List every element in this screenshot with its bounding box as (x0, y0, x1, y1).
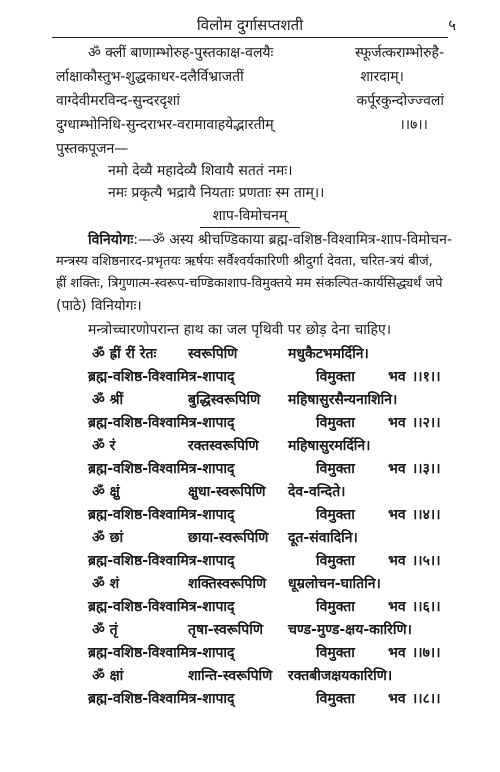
refrain-bhava: भव (388, 369, 406, 385)
mantra-rupa: स्वरूपिणि (188, 346, 238, 362)
mantra-bija: ॐ रं (92, 438, 116, 454)
refrain-prefix: ब्रह्म-वशिष्ठ-विश्वामित्र-शापाद् (88, 553, 235, 569)
mantra-rupa: तृषा-स्वरूपिणि (188, 622, 263, 638)
stotra-line-1-right: स्फूर्जत्कराम्भोरुहै- (354, 45, 444, 61)
refrain-mukta: विमुक्ता (316, 645, 355, 661)
stotra-line-3-left: वाग्देवीमरविन्द-सुन्दरदृशां (56, 93, 181, 109)
stotra-line-3 (56, 91, 444, 111)
refrain-mukta: विमुक्ता (316, 599, 355, 615)
refrain-mukta: विमुक्ता (316, 553, 355, 569)
stotra-line-1 (88, 43, 444, 63)
mantra-epithet: रक्तबीजक्षयकारिणि। (288, 668, 393, 684)
refrain-bhava: भव (388, 461, 406, 477)
viniyoga-text-1: :—ॐ अस्य श्रीचण्डिकाया ब्रह्म-वशिष्ठ-विश्वामित्र-शाप-विमोचन- (133, 232, 452, 248)
header-rule (52, 37, 448, 38)
mantra-rupa: शक्तिस्वरूपिणि (188, 576, 267, 592)
stotra-line-4 (56, 115, 428, 135)
mantra-bija: ॐ क्षां (92, 668, 124, 684)
mantra-bija: ॐ शं (92, 576, 120, 592)
mantra-bija: ॐ छां (92, 530, 124, 546)
refrain-mukta: विमुक्ता (316, 415, 355, 431)
mantra-rupa: बुद्धिस्वरूपिणि (188, 392, 261, 408)
section-title: शाप-विमोचनम् (212, 208, 288, 224)
verse-number: ।।६।। (412, 599, 441, 615)
running-title: विलोम दुर्गासप्तशती (196, 16, 304, 34)
refrain-bhava: भव (388, 645, 406, 661)
section-title-underline (200, 227, 300, 228)
viniyoga-line-3: ह्रीं शक्तिः, त्रिगुणात्म-स्वरूप-चण्डिकाशाप-विमुक्तये मम संकल्पित-कार्यसिद्ध्यर्थं जपे (56, 276, 443, 291)
stotra-line-4-right: ।।७।। (399, 117, 428, 133)
mantra-epithet: महिषासुरमर्दिनि। (288, 438, 371, 454)
stotra-line-2-right: शारदाम्। (360, 69, 404, 85)
instruction-text: मन्त्रोच्चारणोपरान्त हाथ का जल पृथिवी पर छोड़ देना चाहिए। (88, 322, 392, 338)
mantra-bija: ॐ ह्रीं रीं रेतः (92, 346, 157, 362)
stotra-line-1-left: ॐ क्लीं बाणाम्भोरुह-पुस्तकाक्ष-वलयैः (88, 45, 274, 61)
refrain-prefix: ब्रह्म-वशिष्ठ-विश्वामित्र-शापाद् (88, 507, 235, 523)
mantra-rupa: शान्ति-स्वरूपिणि (188, 668, 273, 684)
verse-number: ।।३।। (412, 461, 441, 477)
mantra-epithet: मधुकैटभमर्दिनि। (288, 346, 369, 362)
stotra-line-2-left: र्लाक्षाकौस्तुभ-शुद्धकाधर-दलैर्विभ्राजतीं (56, 69, 244, 85)
mantra-epithet: देव-वन्दिते। (288, 484, 346, 500)
refrain-prefix: ब्रह्म-वशिष्ठ-विश्वामित्र-शापाद् (88, 599, 235, 615)
mantra-epithet: धूम्रलोचन-घातिनि। (288, 576, 381, 592)
stotra-line-4-left: दुग्धाम्भोनिधि-सुन्दराभर-वरामावाहयेद्भारतीम् (56, 117, 274, 133)
viniyoga-line-1 (88, 230, 452, 250)
page-header (0, 14, 500, 36)
refrain-bhava: भव (388, 415, 406, 431)
mantra-epithet: दूत-संवादिनि। (288, 530, 358, 546)
page-number: ५ (448, 16, 456, 34)
mantra-rupa: क्षुधा-स्वरूपिणि (188, 484, 266, 500)
mantra-epithet: चण्ड-मुण्ड-क्षय-कारिणि। (288, 622, 412, 638)
refrain-bhava: भव (388, 691, 406, 707)
refrain-prefix: ब्रह्म-वशिष्ठ-विश्वामित्र-शापाद् (88, 645, 235, 661)
mantra-bija: ॐ क्षुं (92, 484, 120, 500)
verse-number: ।।७।। (412, 645, 441, 661)
mantra-rupa: छाया-स्वरूपिणि (188, 530, 269, 546)
mantra-bija: ॐ श्रीं (92, 392, 124, 408)
stotra-line-3-right: कर्पूरकुन्दोज्ज्वलां (356, 93, 444, 109)
refrain-bhava: भव (388, 599, 406, 615)
verse-number: ।।२।। (412, 415, 441, 431)
viniyoga-label: विनियोगः (88, 232, 134, 248)
refrain-mukta: विमुक्ता (316, 691, 355, 707)
refrain-bhava: भव (388, 507, 406, 523)
pujan-line-1: नमो देव्यै महादेव्यै शिवायै सततं नमः। (108, 163, 293, 179)
verse-number: ।।८।। (412, 691, 441, 707)
mantra-bija: ॐ तृं (92, 622, 118, 638)
refrain-prefix: ब्रह्म-वशिष्ठ-विश्वामित्र-शापाद् (88, 691, 235, 707)
mantra-epithet: महिषासुरसैन्यनाशिनि। (288, 392, 398, 408)
verse-number: ।।१।। (412, 369, 441, 385)
refrain-prefix: ब्रह्म-वशिष्ठ-विश्वामित्र-शापाद् (88, 369, 235, 385)
viniyoga-line-2: मन्त्रस्य वशिष्ठनारद-प्रभृतयः ऋर्षयः सर्वैश्वर्यकारिणी श्रीदुर्गा देवता, चरित-त्रयं बीजं, (56, 254, 433, 269)
verse-number: ।।४।। (412, 507, 441, 523)
refrain-bhava: भव (388, 553, 406, 569)
viniyoga-line-4: (पाठे) विनियोगः। (56, 298, 142, 314)
pujan-heading: पुस्तकपूजन— (56, 141, 129, 157)
mantra-rupa: रक्तस्वरूपिणि (188, 438, 259, 454)
refrain-prefix: ब्रह्म-वशिष्ठ-विश्वामित्र-शापाद् (88, 461, 235, 477)
refrain-mukta: विमुक्ता (316, 461, 355, 477)
stotra-line-2 (56, 67, 404, 87)
refrain-mukta: विमुक्ता (316, 369, 355, 385)
refrain-prefix: ब्रह्म-वशिष्ठ-विश्वामित्र-शापाद् (88, 415, 235, 431)
pujan-line-2: नमः प्रकृत्यै भद्रायै नियताः प्रणताः स्म ताम्।। (108, 185, 325, 201)
refrain-mukta: विमुक्ता (316, 507, 355, 523)
verse-number: ।।५।। (412, 553, 441, 569)
